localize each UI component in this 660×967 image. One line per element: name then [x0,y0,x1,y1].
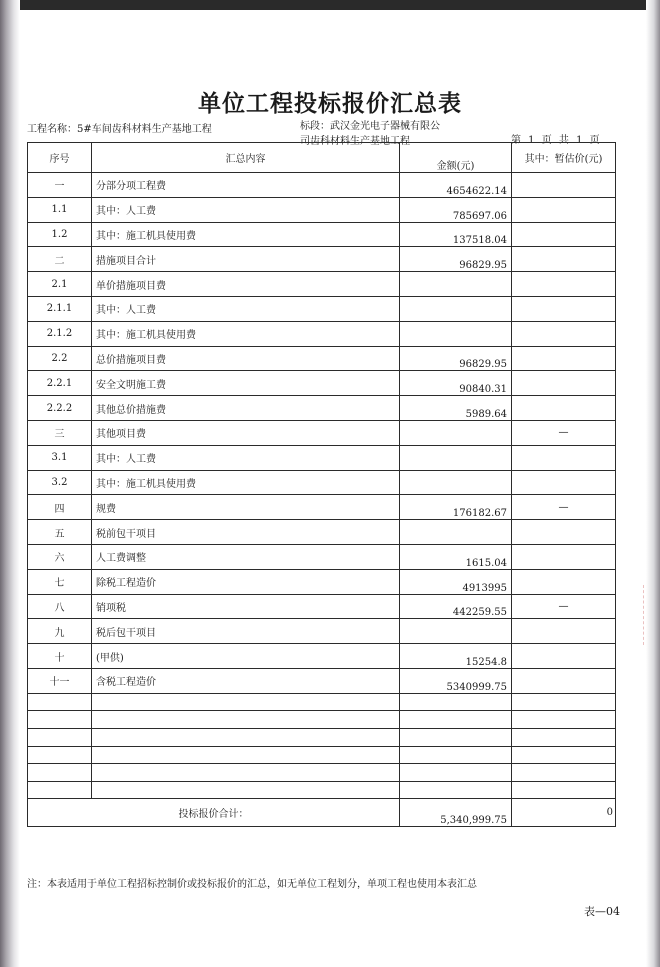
row-description: 分部分项工程费 [92,173,400,198]
row-amount [400,470,512,495]
header-desc: 汇总内容 [92,143,400,173]
row-number: 3.2 [28,470,92,495]
row-amount [400,420,512,445]
row-provisional [512,520,616,545]
row-provisional [512,197,616,222]
empty-cell [512,781,616,799]
row-description: 税前包干项目 [92,520,400,545]
table-row [28,371,616,396]
empty-cell [92,764,400,782]
table-row [28,544,616,569]
table-row [28,173,616,198]
table-row [28,495,616,520]
row-number: 七 [28,569,92,594]
row-provisional [512,544,616,569]
table-row [28,222,616,247]
row-number: 2.1.1 [28,296,92,321]
empty-cell [92,693,400,711]
empty-cell [400,781,512,799]
row-provisional [512,247,616,272]
row-amount: 137518.04 [400,222,512,247]
table-row [28,247,616,272]
row-description: 总价措施项目费 [92,346,400,371]
empty-cell [28,781,92,799]
empty-cell [512,764,616,782]
bid-section-line1: 标段：武汉金光电子器械有限公 [300,121,440,132]
row-number: 八 [28,594,92,619]
row-description: 其中：人工费 [92,197,400,222]
row-description: 措施项目合计 [92,247,400,272]
form-number: 表—04 [584,905,620,918]
row-number: 十一 [28,668,92,693]
empty-cell [400,728,512,746]
row-description: 其他总价措施费 [92,396,400,421]
total-label: 投标报价合计： [28,799,400,827]
row-number: 2.2.1 [28,371,92,396]
row-number: 一 [28,173,92,198]
project-name: 工程名称：5#车间齿科材料生产基地工程 [27,124,212,135]
page-title: 单位工程投标报价汇总表 [198,90,462,117]
row-description: 含税工程造价 [92,668,400,693]
row-description: 规费 [92,495,400,520]
row-description: 其中：施工机具使用费 [92,470,400,495]
row-number: 1.1 [28,197,92,222]
row-amount: 5989.64 [400,396,512,421]
row-description: 销项税 [92,594,400,619]
row-provisional [512,445,616,470]
table-row [28,396,616,421]
table-row [28,346,616,371]
empty-cell [512,693,616,711]
row-amount: 785697.06 [400,197,512,222]
bid-section-line2: 司齿科材料生产基地工程 [300,136,410,147]
empty-row [28,746,616,764]
summary-table-body [28,143,616,827]
row-number: 2.1 [28,272,92,297]
row-provisional: — [512,420,616,445]
empty-cell [28,693,92,711]
table-row [28,197,616,222]
row-description: 税后包干项目 [92,619,400,644]
row-description: 其中：施工机具使用费 [92,222,400,247]
row-number: 2.2 [28,346,92,371]
table-row [28,619,616,644]
row-amount: 96829.95 [400,247,512,272]
row-number: 1.2 [28,222,92,247]
row-amount: 96829.95 [400,346,512,371]
table-row [28,420,616,445]
table-row [28,321,616,346]
table-row [28,668,616,693]
table-row [28,445,616,470]
row-provisional [512,644,616,669]
row-provisional [512,470,616,495]
row-number: 九 [28,619,92,644]
row-description: 其中：人工费 [92,296,400,321]
row-amount: 176182.67 [400,495,512,520]
empty-row [28,781,616,799]
empty-row [28,728,616,746]
row-amount: 90840.31 [400,371,512,396]
empty-cell [92,781,400,799]
row-provisional [512,296,616,321]
row-amount: 1615.04 [400,544,512,569]
row-number: 二 [28,247,92,272]
empty-cell [400,746,512,764]
empty-row [28,764,616,782]
empty-cell [92,746,400,764]
row-amount: 4913995 [400,569,512,594]
row-provisional [512,668,616,693]
row-amount [400,445,512,470]
row-provisional [512,173,616,198]
row-provisional: — [512,594,616,619]
page-indicator: 第 1 页 共 1 页 [511,135,600,146]
row-provisional [512,619,616,644]
row-amount: 4654622.14 [400,173,512,198]
empty-cell [28,764,92,782]
empty-cell [400,711,512,729]
empty-cell [512,746,616,764]
empty-cell [400,764,512,782]
total-amount: 5,340,999.75 [400,799,512,827]
row-description: (甲供) [92,644,400,669]
row-amount: 5340999.75 [400,668,512,693]
empty-cell [28,728,92,746]
row-provisional [512,222,616,247]
empty-cell [92,711,400,729]
row-number: 五 [28,520,92,545]
row-amount [400,272,512,297]
row-description: 除税工程造价 [92,569,400,594]
row-number: 2.2.2 [28,396,92,421]
row-provisional [512,371,616,396]
empty-cell [92,728,400,746]
table-row [28,644,616,669]
row-number: 六 [28,544,92,569]
row-provisional [512,321,616,346]
row-amount [400,619,512,644]
row-description: 单价措施项目费 [92,272,400,297]
footer-note: 注：本表适用于单位工程招标控制价或投标报价的汇总，如无单位工程划分，单项工程也使用本表汇总 [27,879,477,890]
row-provisional: — [512,495,616,520]
row-number: 3.1 [28,445,92,470]
empty-cell [512,728,616,746]
row-provisional [512,569,616,594]
row-description: 其中：施工机具使用费 [92,321,400,346]
header-provisional: 其中：暂估价(元) [512,143,616,173]
row-amount [400,296,512,321]
total-provisional: 0 [512,799,616,827]
empty-cell [400,693,512,711]
row-provisional [512,346,616,371]
header-amount: 金额(元) [400,143,512,173]
summary-table [27,142,616,827]
table-row [28,520,616,545]
row-description: 其中：人工费 [92,445,400,470]
row-number: 四 [28,495,92,520]
row-description: 其他项目费 [92,420,400,445]
empty-cell [28,746,92,764]
empty-row [28,711,616,729]
row-amount: 442259.55 [400,594,512,619]
table-row [28,594,616,619]
header-no: 序号 [28,143,92,173]
row-number: 十 [28,644,92,669]
table-header-row [28,143,616,173]
row-number: 2.1.2 [28,321,92,346]
empty-cell [512,711,616,729]
row-description: 安全文明施工费 [92,371,400,396]
row-amount [400,520,512,545]
empty-row [28,693,616,711]
row-description: 人工费调整 [92,544,400,569]
row-amount: 15254.8 [400,644,512,669]
row-amount [400,321,512,346]
table-row [28,569,616,594]
total-row [28,799,616,827]
table-row [28,470,616,495]
table-row [28,296,616,321]
row-provisional [512,396,616,421]
row-number: 三 [28,420,92,445]
empty-cell [28,711,92,729]
table-row [28,272,616,297]
row-provisional [512,272,616,297]
